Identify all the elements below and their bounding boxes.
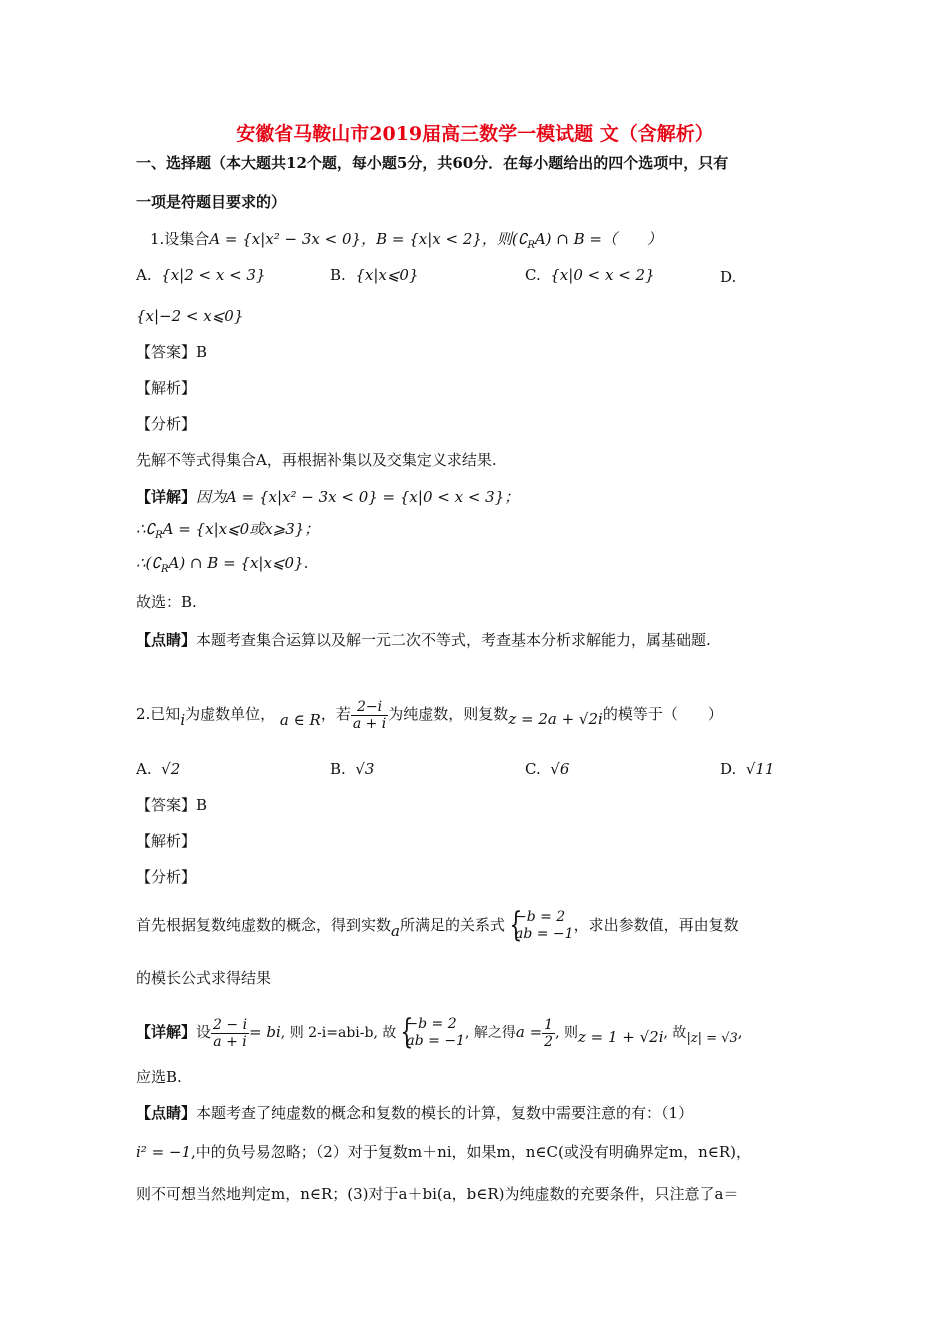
q2-detail-g: , xyxy=(737,1023,743,1041)
q2-detail-half-den: 2 xyxy=(544,1033,554,1050)
q2-detail-sys-1: { −b = 2 xyxy=(406,1016,457,1032)
q2-option-c xyxy=(525,759,569,779)
q2-comment-1: 本题考查了纯虚数的概念和复数的模长的计算，复数中需要注意的有：（1） xyxy=(196,1104,694,1122)
q1-detail-2-sub: R xyxy=(155,530,163,541)
q2-stem-5: 的模等于（ ） xyxy=(602,705,723,723)
q2-stem-aR: a ∈ R xyxy=(279,711,321,729)
q2-detail-a: 设 xyxy=(196,1023,212,1041)
section-heading-line2: 一项是符题目要求的） xyxy=(136,193,287,211)
q1-option-b-label: B. xyxy=(330,266,346,284)
q2-fenxi-line1 xyxy=(136,905,739,951)
q2-fenxi-sys-2: ab = −1 xyxy=(514,926,574,942)
q1-stem-prefix: 1.设集合 xyxy=(150,230,210,248)
q2-stem-3: ，若 xyxy=(320,705,351,723)
q2-option-d-label: D. xyxy=(720,760,737,778)
q1-stem-sub: R xyxy=(527,240,535,251)
q2-option-b-label: B. xyxy=(330,760,346,778)
q1-option-b xyxy=(330,265,419,285)
q2-detail-sys-2: ab = −1 xyxy=(406,1033,465,1049)
q1-detail-2-math: ∴∁ xyxy=(136,520,156,538)
q1-detail-3-sub: R xyxy=(160,564,169,575)
q2-comment-line1 xyxy=(136,1103,693,1123)
q2-detail-c: , 则 2-i=abi-b, 故 xyxy=(280,1025,397,1041)
q2-detail-tag: 【详解】 xyxy=(136,1023,197,1041)
page-title: 安徽省马鞍山市2019届高三数学一模试题 文（含解析） xyxy=(236,123,714,145)
q2-answer: 【答案】B xyxy=(136,796,208,814)
q2-detail xyxy=(136,1012,743,1059)
q2-stem-4: 为纯虚数，则复数 xyxy=(388,705,509,723)
q1-comment xyxy=(136,630,711,650)
q1-option-a xyxy=(136,265,266,285)
q2-fenxi-line2: 的模长公式求得结果 xyxy=(136,969,272,987)
q2-option-d xyxy=(720,759,774,779)
q1-stem-math: A = {x|x² − 3x < 0}，B = {x|x < 2}，则(∁ xyxy=(209,230,528,248)
q2-detail-system xyxy=(396,1016,465,1050)
q2-stem-frac-num: 2−i xyxy=(351,699,388,716)
q2-option-b-text: √3 xyxy=(355,760,375,778)
q1-answer: 【答案】B xyxy=(136,343,208,361)
q2-stem xyxy=(136,694,723,740)
q1-detail-3-math: ∴(∁ xyxy=(136,554,161,572)
q2-comment-line3: 则不可想当然地判定m，n∈R；(3)对于a＋bi(a，b∈R)为纯虚数的充要条件，只注意了a＝ xyxy=(136,1185,739,1203)
q2-stem-1: 2.已知 xyxy=(136,705,181,723)
q1-detail-2 xyxy=(136,519,319,546)
q1-fenxi-tag: 【分析】 xyxy=(136,415,197,433)
q1-option-d-text: {x|−2 < x⩽0} xyxy=(136,307,244,325)
q1-analysis-tag: 【解析】 xyxy=(136,379,197,397)
q2-fenxi-3: ，求出参数值，再由复数 xyxy=(573,916,739,934)
q2-analysis-tag: 【解析】 xyxy=(136,832,197,850)
q2-option-d-text: √11 xyxy=(745,760,775,778)
q2-detail-d: , 解之得 xyxy=(464,1025,516,1041)
q1-detail-tag: 【详解】 xyxy=(136,488,197,506)
section-heading-line1: 一、选择题（本大题共12个题，每小题5分，共60分．在每小题给出的四个选项中，只有 xyxy=(136,154,729,172)
q2-comment-tag: 【点睛】 xyxy=(136,1104,197,1122)
q2-fenxi-1: 首先根据复数纯虚数的概念，得到实数 xyxy=(136,916,392,934)
q2-comment-2a: i² = −1 xyxy=(136,1143,192,1161)
q2-detail-e: , 则 xyxy=(555,1025,578,1041)
q2-fenxi-2: 所满足的关系式 xyxy=(399,916,505,934)
q2-stem-z: z = 2a + √2i xyxy=(508,710,603,728)
q2-detail-mod: |z| = √3 xyxy=(686,1031,738,1046)
q2-detail-half xyxy=(542,1017,555,1050)
q1-option-c-label: C. xyxy=(525,266,541,284)
q1-detail-1 xyxy=(136,487,519,507)
q2-detail-fraction xyxy=(211,1017,249,1050)
q2-stem-frac-den: a + i xyxy=(352,715,387,732)
q2-comment-line2 xyxy=(136,1142,751,1162)
q1-option-b-text: {x|x⩽0} xyxy=(355,266,419,284)
q2-stem-fraction xyxy=(351,699,388,732)
q1-stem-tail: A) ∩ B =（ ） xyxy=(534,230,662,248)
q1-stem xyxy=(150,229,662,256)
q1-detail-2-tail: A = {x|x⩽0或x⩾3}； xyxy=(162,520,320,538)
q2-option-a xyxy=(136,759,180,779)
q2-option-a-text: √2 xyxy=(161,760,181,778)
q1-option-a-label: A. xyxy=(136,266,152,284)
q2-detail-frac-num: 2 − i xyxy=(213,1016,248,1033)
q2-comment-2b: ,中的负号易忽略；（2）对于复数m＋ni，如果m，n∈C(或没有明确界定m，n∈R)， xyxy=(191,1143,751,1161)
q2-detail-a-eq: a = xyxy=(515,1023,543,1041)
q1-option-d-label: D. xyxy=(720,268,737,286)
q2-option-c-text: √6 xyxy=(550,760,570,778)
q2-choose: 应选B. xyxy=(136,1068,182,1086)
q1-comment-tag: 【点睛】 xyxy=(136,631,197,649)
q1-detail-1-math: 因为A = {x|x² − 3x < 0} = {x|0 < x < 3}； xyxy=(196,488,520,506)
q2-fenxi-system xyxy=(505,909,574,943)
q2-stem-i: i xyxy=(180,711,186,729)
q2-fenxi-a: a xyxy=(391,922,400,940)
q2-detail-f: , 故 xyxy=(663,1025,687,1041)
q1-option-c-text: {x|0 < x < 2} xyxy=(550,266,655,284)
q2-detail-b: = bi xyxy=(249,1023,281,1041)
q1-option-c xyxy=(525,265,655,285)
q2-stem-2: 为虚数单位， xyxy=(185,705,276,723)
q1-option-a-text: {x|2 < x < 3} xyxy=(161,266,266,284)
q2-option-a-label: A. xyxy=(136,760,152,778)
q2-detail-half-num: 1 xyxy=(544,1016,554,1033)
q2-detail-frac-den: a + i xyxy=(213,1033,247,1050)
q2-fenxi-sys-1: { −b = 2 xyxy=(514,909,566,925)
q2-detail-z: z = 1 + √2i xyxy=(577,1028,664,1046)
q2-option-b xyxy=(330,759,374,779)
q1-detail-3-tail: A) ∩ B = {x|x⩽0}. xyxy=(168,554,309,572)
q2-option-c-label: C. xyxy=(525,760,541,778)
q1-comment-text: 本题考查集合运算以及解一元二次不等式，考查基本分析求解能力，属基础题. xyxy=(196,631,711,649)
q1-fenxi: 先解不等式得集合A，再根据补集以及交集定义求结果. xyxy=(136,451,497,469)
q1-detail-3 xyxy=(136,553,308,580)
q2-fenxi-tag: 【分析】 xyxy=(136,868,197,886)
q1-choose: 故选：B. xyxy=(136,593,197,611)
